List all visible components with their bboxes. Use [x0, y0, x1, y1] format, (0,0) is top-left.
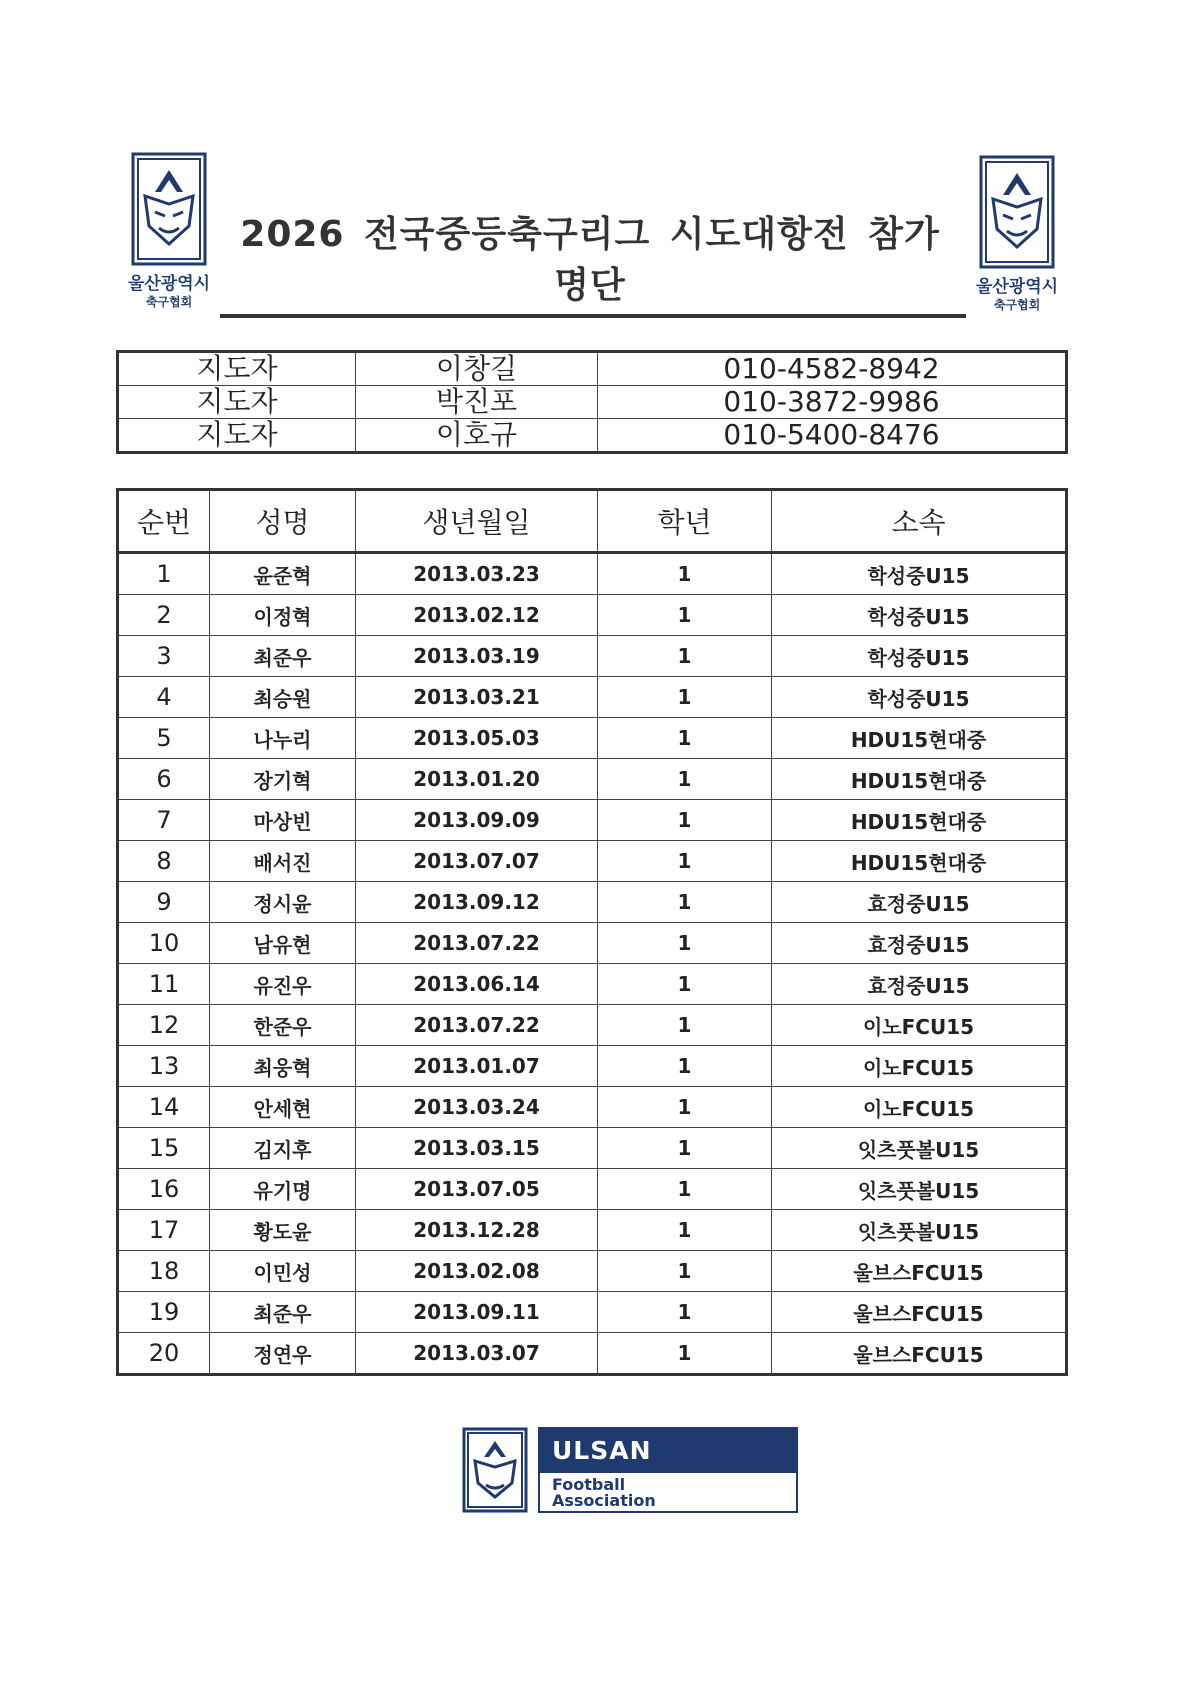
player-name: 정연우: [210, 1333, 356, 1375]
player-name: 장기혁: [210, 759, 356, 800]
player-birthdate: 2013.01.07: [356, 1046, 598, 1087]
player-number: 3: [118, 636, 210, 677]
player-birthdate: 2013.07.07: [356, 841, 598, 882]
player-team: 효정중U15: [772, 964, 1067, 1005]
table-row: [118, 1251, 1067, 1292]
player-grade: 1: [598, 882, 772, 923]
player-name: 배서진: [210, 841, 356, 882]
player-birthdate: 2013.01.20: [356, 759, 598, 800]
coach-phone: 010-4582-8942: [598, 352, 1067, 386]
player-name: 최웅혁: [210, 1046, 356, 1087]
player-grade: 1: [598, 718, 772, 759]
player-birthdate: 2013.09.09: [356, 800, 598, 841]
player-grade: 1: [598, 1128, 772, 1169]
table-row: [118, 1210, 1067, 1251]
table-row: [118, 1046, 1067, 1087]
player-number: 13: [118, 1046, 210, 1087]
table-row: [118, 1333, 1067, 1375]
player-birthdate: 2013.09.12: [356, 882, 598, 923]
org-logo-left: [114, 152, 224, 310]
player-grade: 1: [598, 964, 772, 1005]
roster-header-row: [118, 490, 1067, 553]
player-name: 이민성: [210, 1251, 356, 1292]
player-grade: 1: [598, 841, 772, 882]
player-grade: 1: [598, 595, 772, 636]
player-team: HDU15현대중: [772, 800, 1067, 841]
wordmark-association: Association: [552, 1491, 656, 1510]
header-grade: 학년: [598, 490, 772, 553]
player-name: 최승원: [210, 677, 356, 718]
player-birthdate: 2013.03.21: [356, 677, 598, 718]
player-grade: 1: [598, 1005, 772, 1046]
player-number: 8: [118, 841, 210, 882]
player-grade: 1: [598, 553, 772, 595]
player-team: HDU15현대중: [772, 718, 1067, 759]
player-grade: 1: [598, 1251, 772, 1292]
player-grade: 1: [598, 1087, 772, 1128]
table-row: [118, 759, 1067, 800]
player-number: 16: [118, 1169, 210, 1210]
player-grade: 1: [598, 1046, 772, 1087]
org-logo-right: [962, 155, 1072, 313]
player-birthdate: 2013.12.28: [356, 1210, 598, 1251]
coach-row: [118, 386, 1067, 419]
title-divider: [220, 314, 966, 318]
player-team: 울브스FCU15: [772, 1333, 1067, 1375]
player-number: 9: [118, 882, 210, 923]
player-name: 유진우: [210, 964, 356, 1005]
player-grade: 1: [598, 923, 772, 964]
table-row: [118, 923, 1067, 964]
tiger-crest-icon: [131, 152, 207, 266]
player-number: 14: [118, 1087, 210, 1128]
player-number: 10: [118, 923, 210, 964]
player-birthdate: 2013.02.08: [356, 1251, 598, 1292]
player-name: 나누리: [210, 718, 356, 759]
coach-role: 지도자: [118, 386, 356, 419]
player-birthdate: 2013.09.11: [356, 1292, 598, 1333]
tiger-crest-icon: [979, 155, 1055, 269]
header-number: 순번: [118, 490, 210, 553]
player-team: 이노FCU15: [772, 1046, 1067, 1087]
player-team: HDU15현대중: [772, 841, 1067, 882]
player-name: 윤준혁: [210, 553, 356, 595]
player-number: 18: [118, 1251, 210, 1292]
player-team: 효정중U15: [772, 923, 1067, 964]
table-row: [118, 1005, 1067, 1046]
player-name: 유기명: [210, 1169, 356, 1210]
player-name: 남유현: [210, 923, 356, 964]
player-birthdate: 2013.03.07: [356, 1333, 598, 1375]
table-row: [118, 553, 1067, 595]
player-team: 잇츠풋볼U15: [772, 1128, 1067, 1169]
player-birthdate: 2013.07.22: [356, 1005, 598, 1046]
player-team: 효정중U15: [772, 882, 1067, 923]
player-birthdate: 2013.03.19: [356, 636, 598, 677]
player-number: 15: [118, 1128, 210, 1169]
table-row: [118, 1128, 1067, 1169]
coach-role: 지도자: [118, 352, 356, 386]
player-number: 4: [118, 677, 210, 718]
org-sub: 축구협회: [145, 295, 193, 309]
player-name: 황도윤: [210, 1210, 356, 1251]
player-name: 한준우: [210, 1005, 356, 1046]
coach-name: 박진포: [356, 386, 598, 419]
table-row: [118, 595, 1067, 636]
player-number: 1: [118, 553, 210, 595]
player-birthdate: 2013.07.22: [356, 923, 598, 964]
player-team: 잇츠풋볼U15: [772, 1210, 1067, 1251]
player-team: 학성중U15: [772, 636, 1067, 677]
table-row: [118, 636, 1067, 677]
table-row: [118, 677, 1067, 718]
player-name: 정시윤: [210, 882, 356, 923]
org-name: 울산광역시: [975, 277, 1059, 297]
player-grade: 1: [598, 677, 772, 718]
coach-row: [118, 419, 1067, 453]
player-team: 이노FCU15: [772, 1087, 1067, 1128]
player-grade: 1: [598, 1292, 772, 1333]
player-number: 17: [118, 1210, 210, 1251]
player-name: 이정혁: [210, 595, 356, 636]
player-birthdate: 2013.05.03: [356, 718, 598, 759]
player-grade: 1: [598, 800, 772, 841]
header-name: 성명: [210, 490, 356, 553]
coach-phone: 010-5400-8476: [598, 419, 1067, 453]
player-team: 학성중U15: [772, 553, 1067, 595]
player-grade: 1: [598, 1169, 772, 1210]
player-team: 학성중U15: [772, 595, 1067, 636]
player-number: 6: [118, 759, 210, 800]
player-grade: 1: [598, 1210, 772, 1251]
table-row: [118, 800, 1067, 841]
player-team: 잇츠풋볼U15: [772, 1169, 1067, 1210]
player-number: 12: [118, 1005, 210, 1046]
roster-table: [116, 488, 1068, 1376]
player-grade: 1: [598, 1333, 772, 1375]
player-birthdate: 2013.03.15: [356, 1128, 598, 1169]
coach-name: 이창길: [356, 352, 598, 386]
coach-role: 지도자: [118, 419, 356, 453]
coach-name: 이호규: [356, 419, 598, 453]
table-row: [118, 1169, 1067, 1210]
table-row: [118, 718, 1067, 759]
player-number: 20: [118, 1333, 210, 1375]
player-team: 울브스FCU15: [772, 1292, 1067, 1333]
player-name: 최준우: [210, 636, 356, 677]
player-number: 2: [118, 595, 210, 636]
player-number: 19: [118, 1292, 210, 1333]
page-title: 2026 전국중등축구리그 시도대항전 참가 명단: [240, 214, 940, 306]
table-row: [118, 841, 1067, 882]
player-number: 11: [118, 964, 210, 1005]
player-team: HDU15현대중: [772, 759, 1067, 800]
coach-row: [118, 352, 1067, 386]
player-name: 최준우: [210, 1292, 356, 1333]
header-birthdate: 생년월일: [356, 490, 598, 553]
player-name: 마상빈: [210, 800, 356, 841]
tiger-crest-icon: [462, 1427, 528, 1513]
ulsan-fa-wordmark: [538, 1427, 798, 1513]
player-birthdate: 2013.07.05: [356, 1169, 598, 1210]
player-number: 5: [118, 718, 210, 759]
player-grade: 1: [598, 636, 772, 677]
player-birthdate: 2013.06.14: [356, 964, 598, 1005]
player-grade: 1: [598, 759, 772, 800]
player-birthdate: 2013.03.23: [356, 553, 598, 595]
coach-phone: 010-3872-9986: [598, 386, 1067, 419]
table-row: [118, 1087, 1067, 1128]
header-team: 소속: [772, 490, 1067, 553]
player-name: 안세현: [210, 1087, 356, 1128]
org-sub: 축구협회: [993, 298, 1041, 312]
player-birthdate: 2013.02.12: [356, 595, 598, 636]
player-team: 울브스FCU15: [772, 1251, 1067, 1292]
player-birthdate: 2013.03.24: [356, 1087, 598, 1128]
player-number: 7: [118, 800, 210, 841]
table-row: [118, 882, 1067, 923]
wordmark-ulsan: ULSAN: [540, 1429, 796, 1473]
table-row: [118, 964, 1067, 1005]
wordmark-football: Football: [552, 1475, 626, 1494]
org-name: 울산광역시: [127, 274, 211, 294]
coach-table: [116, 350, 1068, 454]
player-name: 김지후: [210, 1128, 356, 1169]
player-team: 학성중U15: [772, 677, 1067, 718]
player-team: 이노FCU15: [772, 1005, 1067, 1046]
table-row: [118, 1292, 1067, 1333]
